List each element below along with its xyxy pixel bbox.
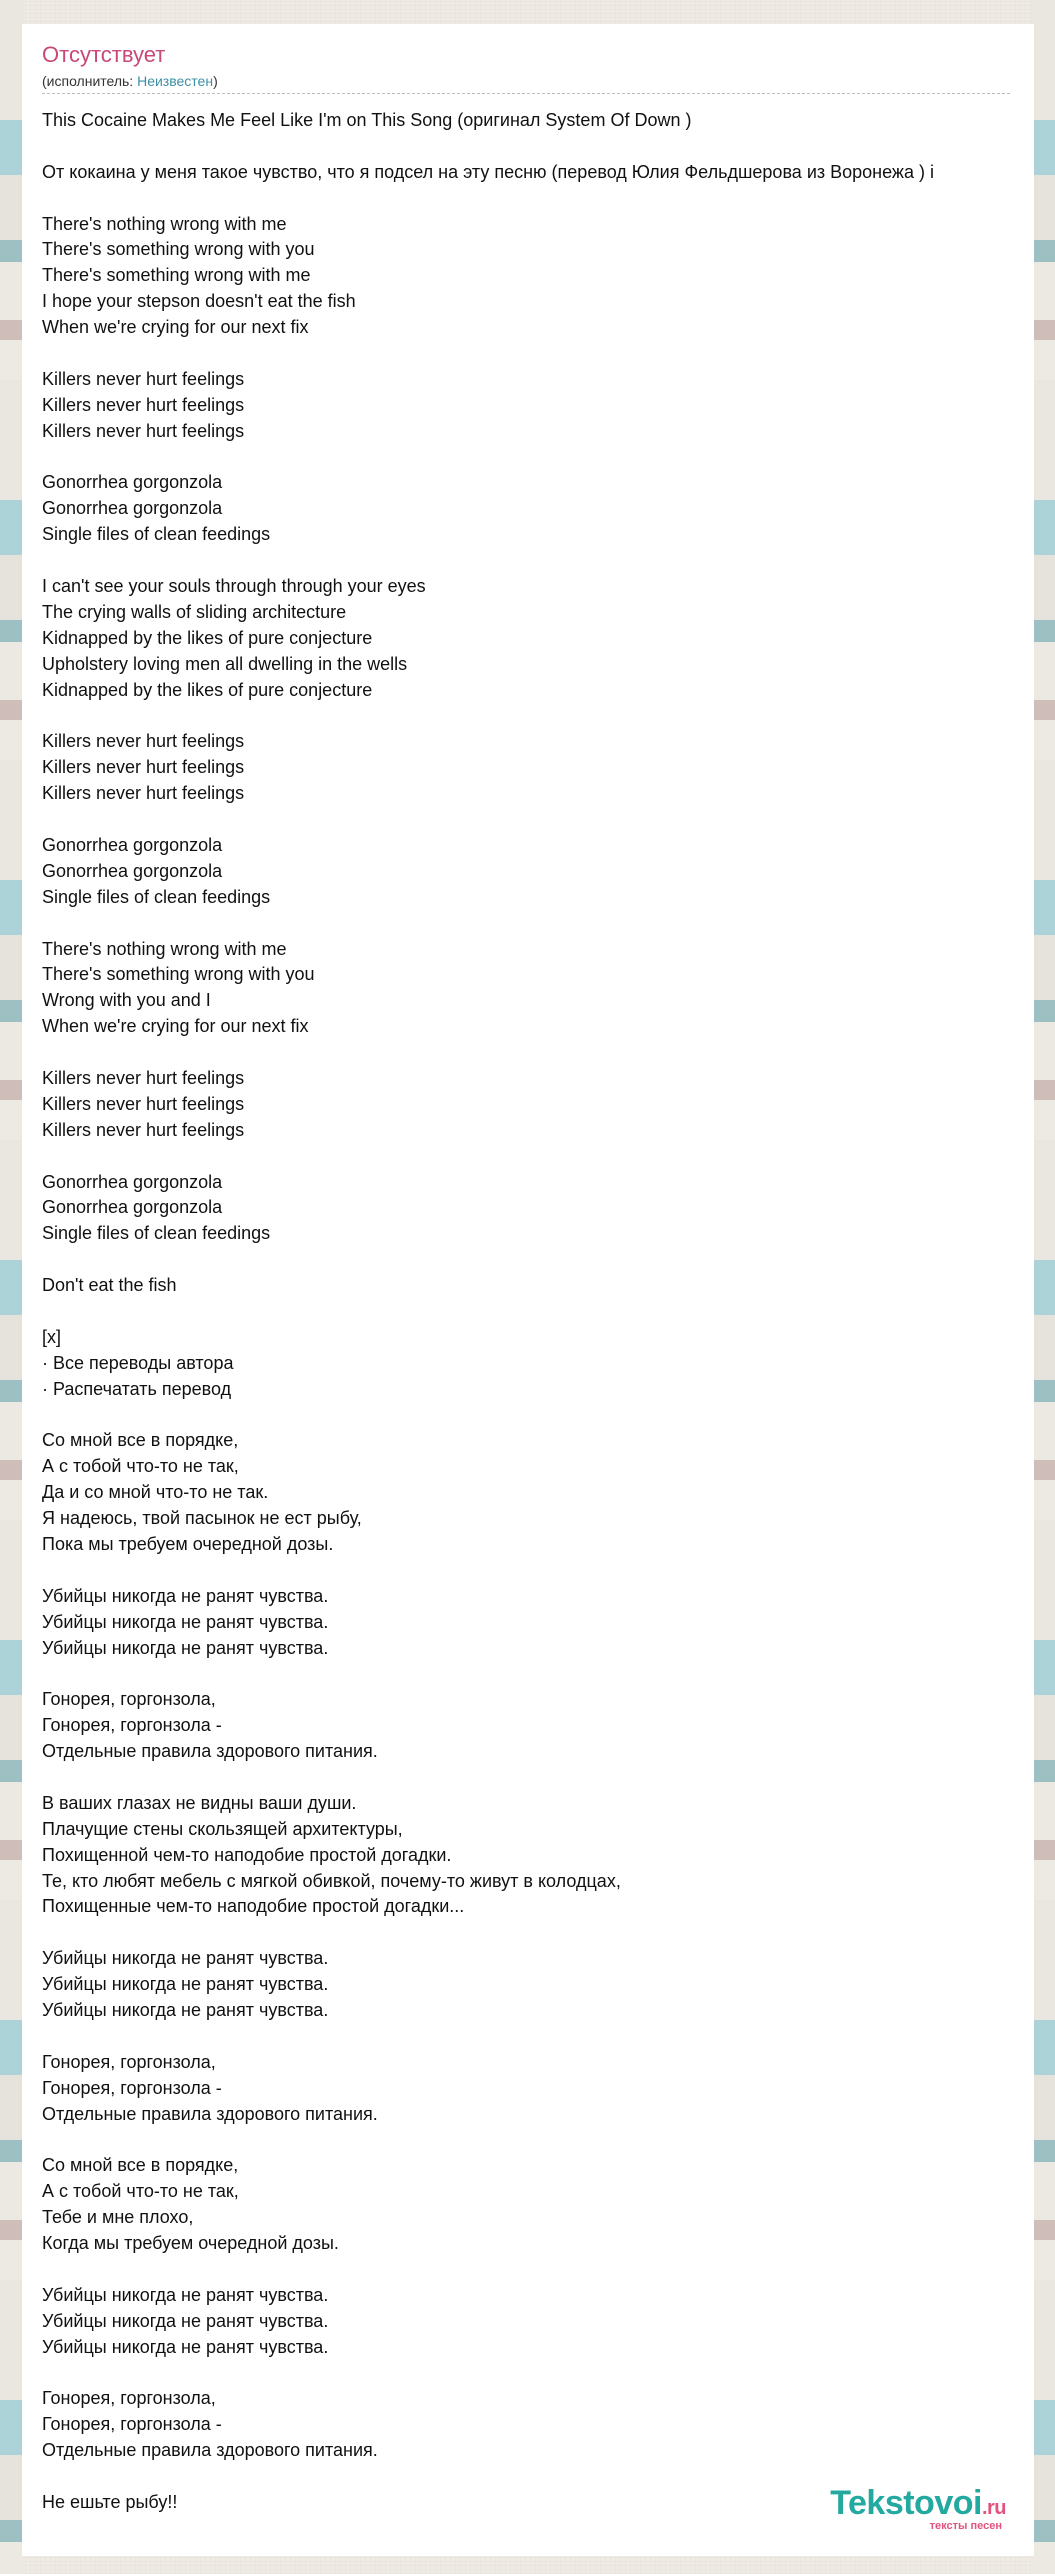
lyric-line: Отдельные правила здорового питания. [42, 1741, 378, 1762]
lyric-line: Single files of clean feedings [42, 1223, 271, 1244]
lyric-line: I hope your stepson doesn't eat the fish [42, 291, 356, 312]
lyric-spacer [42, 1765, 1034, 1791]
lyric-line: Gonorrhea gorgonzola [42, 1171, 223, 1192]
lyric-spacer [42, 1247, 1034, 1273]
lyric-spacer [42, 1299, 1034, 1325]
logo-tagline: тексты песен [929, 2520, 1002, 2532]
lyric-spacer [42, 186, 1034, 212]
lyric-line: Похищенные чем-то наподобие простой догадки... [42, 1896, 465, 1917]
lyric-line: Wrong with you and I [42, 990, 211, 1011]
lyric-line: Killers never hurt feelings [42, 368, 245, 389]
lyric-line: This Cocaine Makes Me Feel Like I'm on This Song (оригинал System Of Down ) [42, 110, 692, 130]
lyric-spacer [42, 1920, 1034, 1946]
lyrics-text [42, 108, 1034, 2516]
lyric-line: Убийцы никогда не ранят чувства. [42, 2310, 329, 2331]
artist-suffix: ) [213, 73, 218, 89]
background-stripes-left [0, 0, 24, 2574]
lyric-spacer [42, 445, 1034, 471]
lyric-spacer [42, 703, 1034, 729]
title-divider [42, 93, 1010, 94]
lyric-line: Со мной все в порядке, [42, 1430, 239, 1451]
lyric-line: Gonorrhea gorgonzola [42, 472, 223, 493]
lyric-line: Killers never hurt feelings [42, 1093, 245, 1114]
lyric-line: Гонорея, горгонзола - [42, 2414, 222, 2435]
lyric-line: А с тобой что-то не так, [42, 2181, 239, 2202]
lyric-line: Single files of clean feedings [42, 886, 271, 907]
translation-link[interactable]: · Все переводы автора [42, 1352, 234, 1373]
logo-suffix: .ru [981, 2497, 1006, 2519]
lyric-line: Gonorrhea gorgonzola [42, 834, 223, 855]
site-logo[interactable] [830, 2486, 1006, 2532]
logo-name: Tekstovoi [830, 2484, 982, 2522]
lyric-line: Убийцы никогда не ранят чувства. [42, 1948, 329, 1969]
lyric-spacer [42, 2024, 1034, 2050]
lyric-spacer [42, 1558, 1034, 1584]
lyric-line: Kidnapped by the likes of pure conjecture [42, 627, 373, 648]
lyric-spacer [42, 911, 1034, 937]
lyric-line: Убийцы никогда не ранят чувства. [42, 2284, 329, 2305]
lyric-line: Гонорея, горгонзола, [42, 1689, 216, 1710]
lyric-line: Отдельные правила здорового питания. [42, 2440, 378, 2461]
lyric-spacer [42, 1661, 1034, 1687]
lyric-line: When we're crying for our next fix [42, 317, 309, 338]
lyric-line: There's something wrong with you [42, 964, 315, 985]
lyric-line: В ваших глазах не видны ваши души. [42, 1792, 357, 1813]
lyric-line: Тебе и мне плохо, [42, 2207, 194, 2228]
lyric-line: Don't eat the fish [42, 1275, 177, 1296]
lyric-line: От кокаина у меня такое чувство, что я подсел на эту песню (перевод Юлия Фельдшерова из Воронежа ) i [42, 161, 934, 182]
lyric-line: Single files of clean feedings [42, 524, 271, 545]
lyric-line: Gonorrhea gorgonzola [42, 1197, 223, 1218]
lyric-line: Gonorrhea gorgonzola [42, 860, 223, 881]
lyric-line: There's something wrong with you [42, 239, 315, 260]
lyric-line: А с тобой что-то не так, [42, 1456, 239, 1477]
lyrics-card [22, 24, 1034, 2556]
lyric-line: There's nothing wrong with me [42, 938, 287, 959]
lyric-line: Killers never hurt feelings [42, 1119, 245, 1140]
lyric-line: Убийцы никогда не ранят чувства. [42, 1585, 329, 1606]
lyric-line: Убийцы никогда не ранят чувства. [42, 1637, 329, 1658]
lyric-spacer [42, 341, 1034, 367]
lyric-line: Пока мы требуем очередной дозы. [42, 1533, 334, 1554]
lyric-line: Похищенной чем-то наподобие простой догадки. [42, 1844, 452, 1865]
lyric-line: Убийцы никогда не ранят чувства. [42, 1974, 329, 1995]
lyric-line: There's something wrong with me [42, 265, 311, 286]
lyric-spacer [42, 2257, 1034, 2283]
lyric-line: Да и со мной что-то не так. [42, 1482, 269, 1503]
lyric-spacer [42, 1144, 1034, 1170]
lyric-line: Я надеюсь, твой пасынок не ест рыбу, [42, 1508, 362, 1529]
lyric-line: [x] [42, 1326, 62, 1347]
lyric-line: Убийцы никогда не ранят чувства. [42, 2336, 329, 2357]
lyric-spacer [42, 134, 1034, 160]
lyric-spacer [42, 2127, 1034, 2153]
song-title: Отсутствует [42, 42, 166, 67]
lyric-line: Гонорея, горгонзола - [42, 2077, 222, 2098]
background-stripes-right [1031, 0, 1055, 2574]
lyric-line: Killers never hurt feelings [42, 731, 245, 752]
lyric-line: Killers never hurt feelings [42, 757, 245, 778]
lyric-line: Killers never hurt feelings [42, 1067, 245, 1088]
translation-link[interactable]: · Распечатать перевод [42, 1378, 232, 1399]
lyric-line: Плачущие стены скользящей архитектуры, [42, 1818, 403, 1839]
lyric-line: The crying walls of sliding architecture [42, 601, 347, 622]
lyric-line: Убийцы никогда не ранят чувства. [42, 1611, 329, 1632]
lyric-line: Kidnapped by the likes of pure conjecture [42, 679, 373, 700]
lyric-line: Отдельные правила здорового питания. [42, 2103, 378, 2124]
lyric-line: Гонорея, горгонзола, [42, 2388, 216, 2409]
lyric-line: Killers never hurt feelings [42, 783, 245, 804]
lyric-line: Со мной все в порядке, [42, 2155, 239, 2176]
logo-wordmark [830, 2484, 1006, 2522]
artist-prefix: (исполнитель: [42, 73, 138, 89]
lyric-spacer [42, 1403, 1034, 1429]
lyric-spacer [42, 2360, 1034, 2386]
lyric-spacer [42, 1040, 1034, 1066]
lyric-line: There's nothing wrong with me [42, 213, 287, 234]
artist-link[interactable]: Неизвестен [137, 73, 214, 89]
lyric-line: Gonorrhea gorgonzola [42, 498, 223, 519]
lyric-line: Когда мы требуем очередной дозы. [42, 2233, 339, 2254]
lyric-line: Гонорея, горгонзола, [42, 2051, 216, 2072]
artist-line [42, 72, 218, 90]
lyric-line: Гонорея, горгонзола - [42, 1715, 222, 1736]
lyric-line: Убийцы никогда не ранят чувства. [42, 2000, 329, 2021]
lyric-line: Upholstery loving men all dwelling in the wells [42, 653, 408, 674]
lyric-line: Killers never hurt feelings [42, 394, 245, 415]
lyric-line: I can't see your souls through through your eyes [42, 576, 426, 597]
lyric-spacer [42, 807, 1034, 833]
lyric-line: Не ешьте рыбу!! [42, 2491, 178, 2512]
lyric-line: When we're crying for our next fix [42, 1016, 309, 1037]
lyric-spacer [42, 548, 1034, 574]
lyric-line: Те, кто любят мебель с мягкой обивкой, почему-то живут в колодцах, [42, 1870, 621, 1891]
lyric-line: Killers never hurt feelings [42, 420, 245, 441]
